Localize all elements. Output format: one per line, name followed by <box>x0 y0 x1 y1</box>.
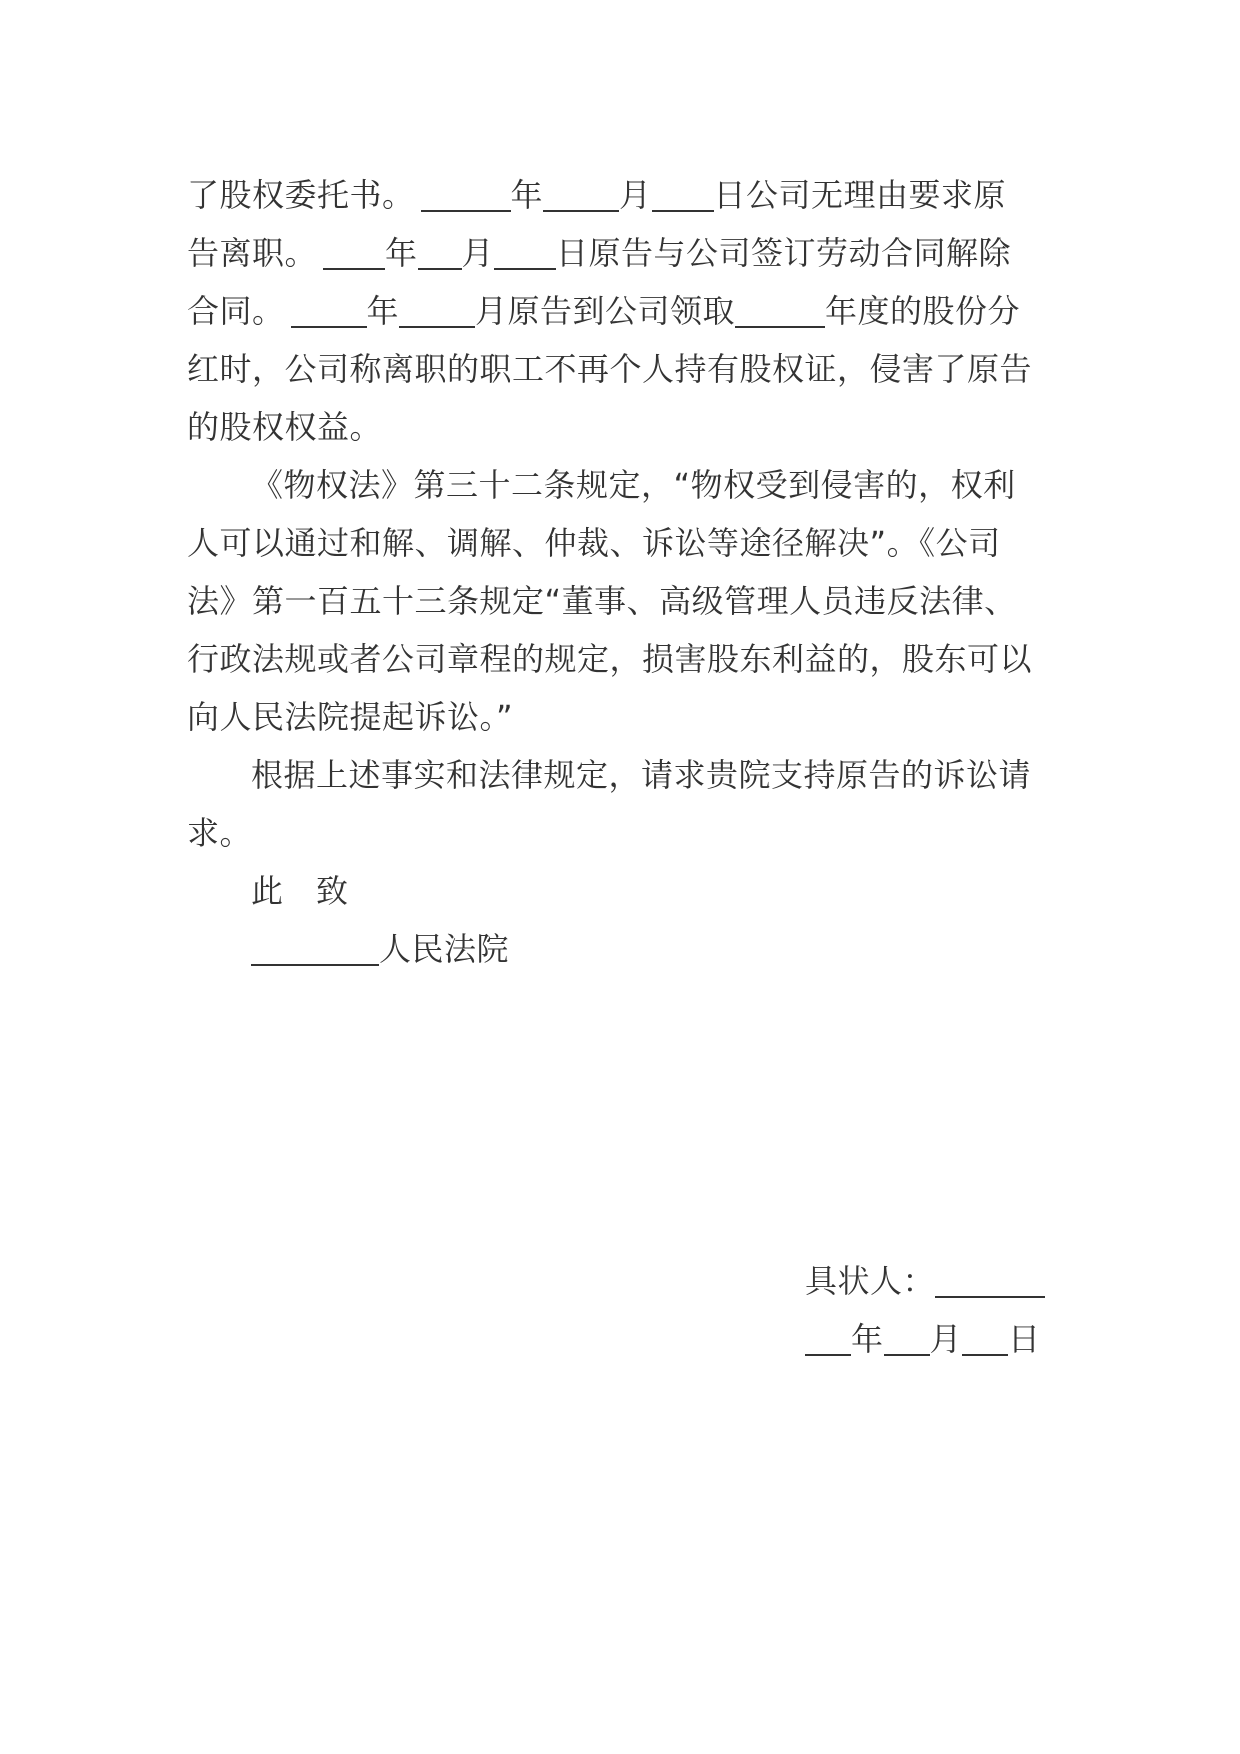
paragraph-1-line-5 <box>187 395 382 459</box>
paragraph-2-line-1: 《物权法》第三十二条规定，“物权受到侵害的，权利 <box>251 466 1016 504</box>
blank-month-field[interactable] <box>543 176 619 212</box>
blank-month-field[interactable] <box>884 1320 930 1356</box>
paragraph-3-line-1: 根据上述事实和法律规定，请求贵院支持原告的诉讼请 <box>251 756 1032 794</box>
blank-fiscal-year-field[interactable] <box>735 292 825 328</box>
text: 日公司无理由要求原 <box>713 176 1007 214</box>
signatory-label: 具状人： <box>805 1262 936 1300</box>
paragraph-1-line-3 <box>187 279 1020 343</box>
blank-day-field[interactable] <box>962 1320 1008 1356</box>
text: 年 <box>385 234 418 272</box>
paragraph-2-line-3: 法》第一百五十三条规定“董事、高级管理人员违反法律、 <box>187 582 1017 620</box>
text: 年度的股份分 <box>825 292 1021 330</box>
paragraph-2-line-5: 向人民法院提起诉讼。” <box>187 698 514 736</box>
text: 月原告到公司领取 <box>475 292 736 330</box>
signatory-line <box>805 1249 1045 1313</box>
paragraph-2-line-4: 行政法规或者公司章程的规定，损害股东利益的，股东可以 <box>187 640 1033 678</box>
blank-court-name-field[interactable] <box>251 930 379 966</box>
closing-salutation: 此 致 <box>251 872 349 910</box>
closing-court-line <box>251 917 509 981</box>
signature-date-line <box>805 1307 1041 1371</box>
blank-day-field[interactable] <box>652 176 714 212</box>
text: 合同。 <box>187 292 285 330</box>
paragraph-3-line-2: 求。 <box>187 814 253 852</box>
text: 年 <box>366 292 400 330</box>
blank-day-field[interactable] <box>494 234 556 270</box>
text: 年 <box>851 1320 884 1358</box>
text: 年 <box>510 176 544 214</box>
paragraph-1-line-2 <box>187 221 1011 285</box>
text: 告离职。 <box>187 234 318 272</box>
text: 月 <box>461 234 495 272</box>
blank-signatory-field[interactable] <box>935 1262 1045 1298</box>
blank-month-field[interactable] <box>418 234 462 270</box>
paragraph-2-line-2: 人可以通过和解、调解、仲裁、诉讼等途径解决”。《公司 <box>187 524 1001 562</box>
paragraph-1-line-4 <box>187 337 1032 401</box>
blank-year-field[interactable] <box>805 1320 851 1356</box>
text: 日原告与公司签订劳动合同解除 <box>556 234 1012 272</box>
paragraph-1-line-1 <box>187 163 1006 227</box>
blank-year-field[interactable] <box>291 292 367 328</box>
text: 了股权委托书。 <box>187 176 415 214</box>
blank-month-field[interactable] <box>399 292 475 328</box>
blank-year-field[interactable] <box>323 234 385 270</box>
text: 的股权权益。 <box>187 408 383 446</box>
blank-year-field[interactable] <box>421 176 511 212</box>
text: 日 <box>1008 1320 1041 1358</box>
text: 红时，公司称离职的职工不再个人持有股权证，侵害了原告 <box>187 350 1033 388</box>
court-suffix: 人民法院 <box>379 930 510 968</box>
text: 月 <box>619 176 652 214</box>
text: 月 <box>929 1320 963 1358</box>
